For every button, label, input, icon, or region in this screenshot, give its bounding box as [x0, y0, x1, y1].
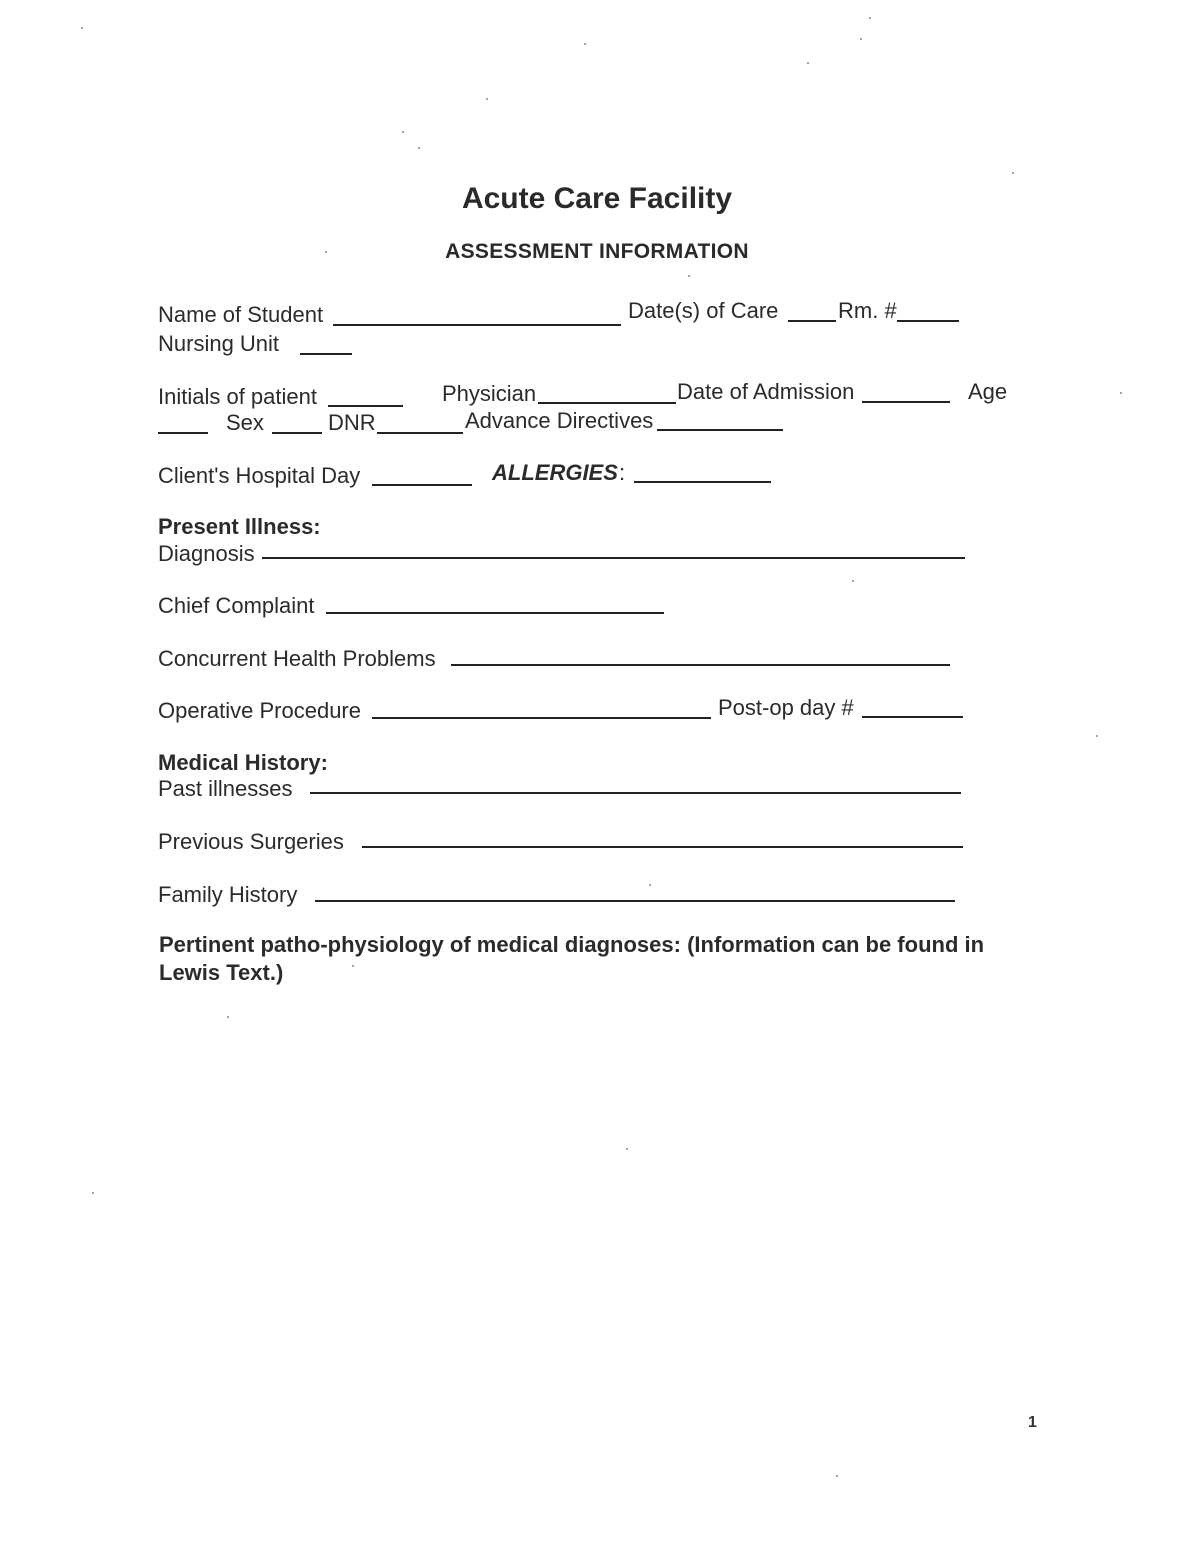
field-previous-surgeries[interactable] — [362, 846, 963, 848]
label-age: Age — [968, 379, 1008, 404]
scan-speck — [649, 884, 651, 886]
field-advance-directives[interactable] — [657, 429, 783, 431]
scan-speck — [1120, 392, 1122, 394]
field-sex[interactable] — [272, 432, 322, 434]
pathophysiology-instructions-line2: Lewis Text.) — [159, 960, 284, 985]
scan-speck — [807, 62, 809, 64]
label-name-of-student: Name of Student — [158, 302, 324, 327]
scan-speck — [860, 38, 862, 40]
heading-medical-history: Medical History: — [158, 750, 328, 775]
scan-speck — [402, 131, 404, 133]
scan-speck — [227, 1016, 229, 1018]
label-diagnosis: Diagnosis — [158, 541, 255, 566]
field-dates-of-care[interactable] — [788, 320, 836, 322]
label-sex: Sex — [226, 410, 264, 435]
label-date-of-admission: Date of Admission — [677, 379, 855, 404]
scan-speck — [1096, 735, 1098, 737]
field-clients-hospital-day[interactable] — [372, 484, 472, 486]
label-nursing-unit: Nursing Unit — [158, 331, 280, 356]
label-advance-directives: Advance Directives — [465, 408, 654, 433]
label-concurrent-health-problems: Concurrent Health Problems — [158, 646, 436, 671]
scan-speck — [325, 251, 327, 253]
field-diagnosis[interactable] — [262, 557, 965, 559]
label-allergies: ALLERGIES — [492, 460, 618, 485]
label-operative-procedure: Operative Procedure — [158, 698, 361, 723]
field-family-history[interactable] — [315, 900, 955, 902]
field-operative-procedure[interactable] — [372, 717, 711, 719]
pathophysiology-instructions-line1: Pertinent patho-physiology of medical diagnoses: (Information can be found in — [159, 932, 985, 957]
field-nursing-unit[interactable] — [300, 353, 352, 355]
form-subtitle: ASSESSMENT INFORMATION — [445, 240, 749, 263]
heading-present-illness: Present Illness: — [158, 514, 321, 539]
field-physician[interactable] — [538, 402, 676, 404]
label-physician: Physician — [442, 381, 537, 406]
scan-speck — [92, 1192, 94, 1194]
field-dnr[interactable] — [377, 432, 463, 434]
scan-speck — [81, 27, 83, 29]
field-date-of-admission[interactable] — [862, 401, 950, 403]
scan-speck — [584, 43, 586, 45]
label-post-op-day: Post-op day # — [718, 695, 854, 720]
label-past-illnesses: Past illnesses — [158, 776, 293, 801]
scan-speck — [688, 275, 690, 277]
form-title: Acute Care Facility — [461, 182, 733, 215]
label-previous-surgeries: Previous Surgeries — [158, 829, 344, 854]
field-room-number[interactable] — [897, 320, 959, 322]
field-name-of-student[interactable] — [333, 324, 621, 326]
scan-speck — [836, 1475, 838, 1477]
scan-speck — [486, 98, 488, 100]
field-post-op-day[interactable] — [862, 716, 963, 718]
label-initials-of-patient: Initials of patient — [158, 384, 317, 409]
label-family-history: Family History — [158, 882, 298, 907]
label-dnr: DNR — [328, 410, 376, 435]
label-allergies-colon: : — [619, 460, 626, 485]
label-dates-of-care: Date(s) of Care — [628, 298, 779, 323]
field-initials-of-patient[interactable] — [328, 405, 403, 407]
scan-speck — [869, 17, 871, 19]
scan-speck — [418, 147, 420, 149]
scan-speck — [352, 965, 354, 967]
scan-speck — [626, 1148, 628, 1150]
field-allergies[interactable] — [634, 481, 771, 483]
field-chief-complaint[interactable] — [326, 612, 664, 614]
label-clients-hospital-day: Client's Hospital Day — [158, 463, 361, 488]
field-past-illnesses[interactable] — [310, 792, 961, 794]
label-room-number: Rm. # — [838, 298, 897, 323]
scan-speck — [852, 580, 854, 582]
label-chief-complaint: Chief Complaint — [158, 593, 315, 618]
scan-speck — [1012, 172, 1014, 174]
page-number: 1 — [1028, 1414, 1037, 1431]
field-concurrent-health-problems[interactable] — [451, 664, 950, 666]
field-age[interactable] — [158, 432, 208, 434]
